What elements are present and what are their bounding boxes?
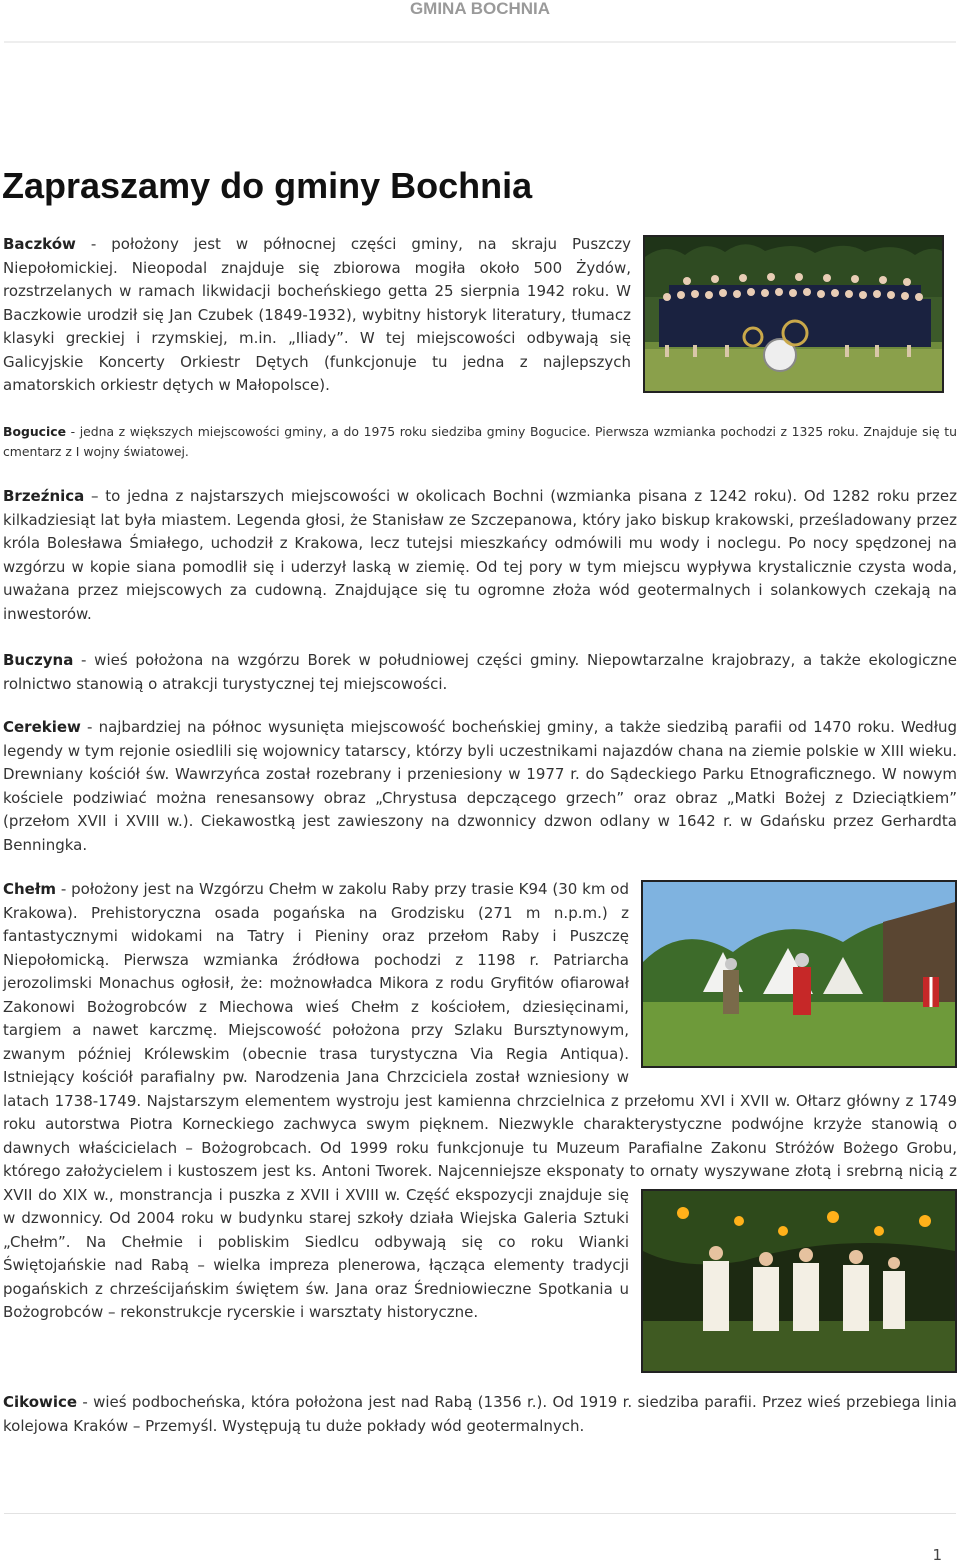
section-text: – to jedna z najstarszych miejscowości w okolicach Bochni (wzmianka pisana z 1242 roku). Od 1282 roku przez kilkadziesiąt lat była miastem. Legenda głosi, że Stanisław ze Szczepanowa, który jako biskup krakowski, prześladowany przez króla Bolesława Śmiałego, uchodził z Krakowa, lecz tutejsi mieszkańcy odmówili mu wody i noclegu. Po nocy spędzonej na wzgórzu w kopie siana pomodlił się i uderzył laską w ziemię. Od tej pory w tym miejscu wypływa krystalicznie czysta woda, uważana przez miejscowych za cudowną. Znajdujące się tu ogromne złoża wód geotermalnych i solankowych czekają na inwestorów. xyxy=(3,487,957,623)
midsummer-wreaths-photo xyxy=(641,1189,957,1373)
page-title: Zapraszamy do gminy Bochnia xyxy=(2,165,533,206)
section-text: - wieś podbocheńska, która położona jest nad Rabą (1356 r.). Od 1919 r. siedziba parafii. Przez wieś przebiega linia kolejowa Kraków – Przemyśl. Występują tu duże pokłady wód geotermalnych. xyxy=(3,1393,957,1435)
section-buczyna xyxy=(3,649,957,696)
section-name: Cerekiew xyxy=(3,718,81,736)
section-cikowice xyxy=(3,1391,957,1438)
section-text: - najbardziej na północ wysunięta miejscowość bocheńskiej gminy, a także siedzibą parafii od 1470 roku. Według legendy w tym rejonie osiedlili się wojownicy tatarscy, którzy byli uczestnikami najazdów chana na ziemie polskie w XIII wieku. Drewniany kościół św. Wawrzyńca został rozebrany i przeniesiony w 1977 r. do Sądeckiego Parku Etnograficznego. W nowym kościele podziwiać można renesansowy obraz „Chrystusa depczącego grzech” oraz obraz „Matki Bożej z Dzieciątkiem” (przełom XVII i XVIII w.). Ciekawostką jest zawieszony na dzwonnicy dzwon odlany w 1642 r. w Gdańsku przez Gerhardta Benningka. xyxy=(3,718,957,854)
section-text: - wieś położona na wzgórzu Borek w południowej części gminy. Niepowtarzalne krajobrazy, a także ekologiczne rolnictwo stanowią o atrakcji turystycznej tej miejscowości. xyxy=(3,651,957,693)
section-bogucice xyxy=(3,422,957,462)
section-text: - jedna z większych miejscowości gminy, a do 1975 roku siedziba gminy Bogucice. Pierwsza wzmianka pochodzi z 1325 roku. Znajduje się tu cmentarz z I wojny światowej. xyxy=(3,424,957,459)
section-name: Brzeźnica xyxy=(3,487,85,505)
header-title: GMINA BOCHNIA xyxy=(409,0,551,18)
medieval-reenactment-photo xyxy=(641,880,957,1068)
section-name: Baczków xyxy=(3,235,76,253)
section-text: - położony jest w północnej części gminy, na skraju Puszczy Niepołomickiej. Nieopodal znajduje się zbiorowa mogiła około 500 Żydów, rozstrzelanych w ramach likwidacji bocheńskiego getta 25 sierpnia 1942 roku. W Baczkowie urodził się Jan Czubek (1849-1932), wybitny historyk literatury, tłumacz klasyki greckiej i rzymskiej, m.in. „Iliady”. W tej miejscowości odbywają się Galicyjskie Koncerty Orkiestr Dętych (funkcjonuje tu jedna z najlepszych amatorskich orkiestr dętych w Małopolsce). xyxy=(3,235,631,394)
section-name: Buczyna xyxy=(3,651,74,669)
section-text: - położony jest na Wzgórzu Chełm w zakolu Raby przy trasie K94 (30 km od Krakowa). Prehistoryczna osada pogańska na Grodzisku (271 m n.p.m.) z fantastycznymi widokami na Tatry i Pieniny oraz przełom Raby i Puszczę Niepołomicką. Pierwsza wzmianka źródłowa pochodzi z 1198 r. Patriarcha jerozolimski Monachus ogłosił, że: możnowładca Mikora z rodu Gryfitów ofiarował Zakonowi Bożogrobców z Miechowa wieś Chełm z kościołem, dziesięcinami, targiem a nawet karczmę. Miejscowość położona przy Szlaku Bursztynowym, zwanym później Królewskim (obecnie trasa turystyczna Via Regia Antiqua). Istniejący kościół parafialny pw. Narodzenia Jana Chrzciciela został wzniesiony w latach 1738-1749. Najstarszym elementem wystroju jest kamienna chrzcielnica z przełomu XVI i XVII w. Ołtarz główny z 1749 roku autorstwa Piotra Korneckiego zachwyca swym pięknem. Niezwykle charakterystyczne podwójne krzyże stanowią o dawnych właścicielach – Bożogrobcach. Od 1999 roku funkcjonuje tu Muzeum Parafialne Zakonu Stróżów Bożego Grobu, którego założycielem i kustoszem jest ks. Antoni Tworek. Najcenniejsze eksponaty to ornaty wyszywane złotą i srebrną nicią z XVII do XIX w., monstrancja i puszka z XVII i XVIII w. Część ekspozycji znajduje się w dzwonnicy. Od 2004 roku w budynku starej szkoły działa Wiejska Galeria Sztuki „Chełm”. Na Chełmie i pobliskim Siedlcu odbywają się co roku Wianki Świętojańskie nad Rabą – wielka impreza plenerowa, łącząca elementy tradycji pogańskich z chrześcijańskim świętem św. Jana oraz Średniowieczne Spotkania u Bożogrobców – rekonstrukcje rycerskie i warsztaty historyczne. xyxy=(3,880,957,1321)
section-name: Cikowice xyxy=(3,1393,78,1411)
section-cerekiew xyxy=(3,716,957,857)
orchestra-photo xyxy=(643,235,944,393)
page-number: 1 xyxy=(932,1546,942,1564)
footer-divider xyxy=(4,1513,956,1514)
header-divider xyxy=(4,41,956,43)
section-baczkow xyxy=(3,233,631,398)
section-brzeznica xyxy=(3,485,957,626)
section-name: Bogucice xyxy=(3,424,66,439)
section-name: Chełm xyxy=(3,880,57,898)
section-chelm xyxy=(3,878,957,1358)
